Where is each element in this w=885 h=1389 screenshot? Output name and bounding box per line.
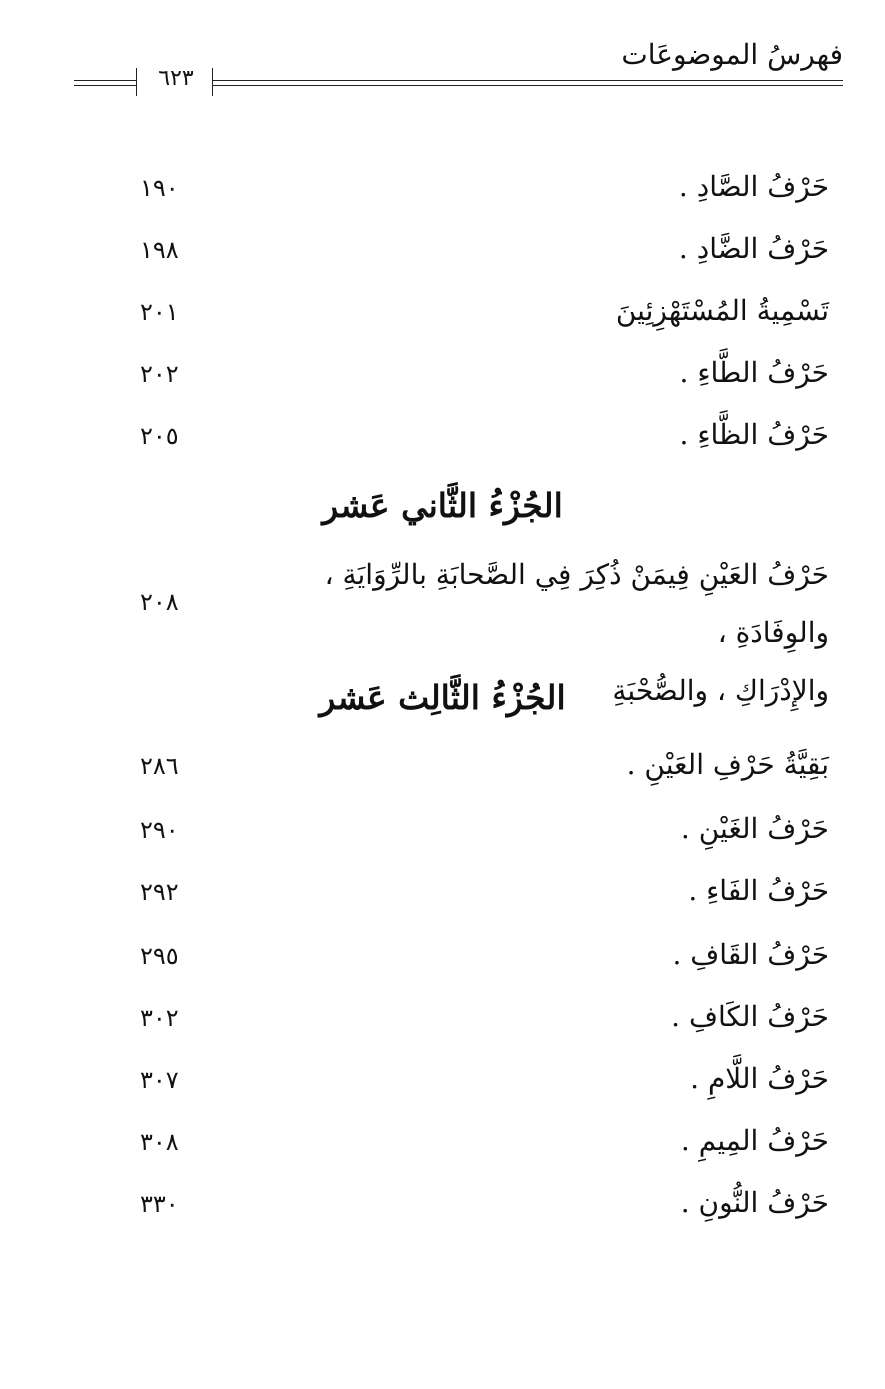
toc-entry-title: حَرْفُ الكَافِ . (671, 1000, 829, 1033)
toc-entry-page: ٣٣٠ (140, 1190, 179, 1218)
toc-entry-page: ٢٠٨ (140, 588, 179, 616)
toc-entry-page: ١٩٠ (140, 174, 179, 202)
toc-entry-title: حَرْفُ الفَاءِ . (688, 874, 829, 907)
toc-entry-page: ٢٨٦ (140, 752, 179, 780)
part-heading: الجُزْءُ الثَّالِث عَشر (319, 678, 566, 717)
toc-entry-title: تَسْمِيةُ المُسْتَهْزِئِينَ (615, 294, 829, 327)
header-rule-right (212, 80, 843, 81)
toc-entry (0, 170, 885, 214)
running-header-title: فهرسُ الموضوعَات (621, 38, 843, 71)
toc-entry-title: حَرْفُ النُّونِ . (680, 1186, 829, 1219)
toc-entry (0, 232, 885, 276)
toc-entry-title: حَرْفُ الغَيْنِ . (680, 812, 829, 845)
toc-entry (0, 1062, 885, 1106)
header-rule-divider (136, 68, 137, 96)
toc-entry (0, 1000, 885, 1044)
toc-entry-page: ٢٩٢ (140, 878, 179, 906)
toc-entry-title: حَرْفُ المِيمِ . (680, 1124, 829, 1157)
toc-entry (0, 418, 885, 462)
toc-entry-title: حَرْفُ الطَّاءِ . (679, 356, 829, 389)
toc-entry (0, 1186, 885, 1230)
toc-entry-title: حَرْفُ الضَّادِ . (678, 232, 829, 265)
toc-entry (0, 748, 885, 792)
toc-entry (0, 1124, 885, 1168)
toc-entry-title: حَرْفُ الظَّاءِ . (679, 418, 829, 451)
header-rule-left (74, 80, 136, 81)
toc-entry-page: ٢٩٠ (140, 816, 179, 844)
part-heading: الجُزْءُ الثَّاني عَشر (322, 486, 563, 525)
toc-entry-title: حَرْفُ اللَّامِ . (690, 1062, 829, 1095)
toc-entry (0, 938, 885, 982)
toc-entry-page: ٣٠٨ (140, 1128, 179, 1156)
toc-entry-page: ١٩٨ (140, 236, 179, 264)
toc-entry (0, 812, 885, 856)
toc-entry (0, 294, 885, 338)
toc-entry-page: ٣٠٢ (140, 1004, 179, 1032)
toc-entry-title: بَقِيَّةُ حَرْفِ العَيْنِ . (626, 748, 829, 781)
toc-entry-page: ٢٠٢ (140, 360, 179, 388)
toc-entry-title-line: والإِدْرَاكِ ، والصُّحْبَةِ (612, 674, 829, 707)
toc-entry-title-line: حَرْفُ العَيْنِ فِيمَنْ ذُكِرَ فِي الصَّحابَةِ بالرِّوَايَةِ ، والوِفَادَةِ ، (324, 558, 829, 649)
page-number: ٦٢٣ (158, 66, 194, 91)
toc-entry (0, 356, 885, 400)
toc-entry-title: حَرْفُ الصَّادِ . (678, 170, 829, 203)
toc-entry-page: ٣٠٧ (140, 1066, 179, 1094)
toc-entry-page: ٢٩٥ (140, 942, 179, 970)
toc-entry (0, 874, 885, 918)
toc-entry-page: ٢٠١ (140, 298, 179, 326)
toc-entry-title: حَرْفُ القَافِ . (672, 938, 829, 971)
header-rule-divider (212, 68, 213, 96)
toc-entry-page: ٢٠٥ (140, 422, 179, 450)
